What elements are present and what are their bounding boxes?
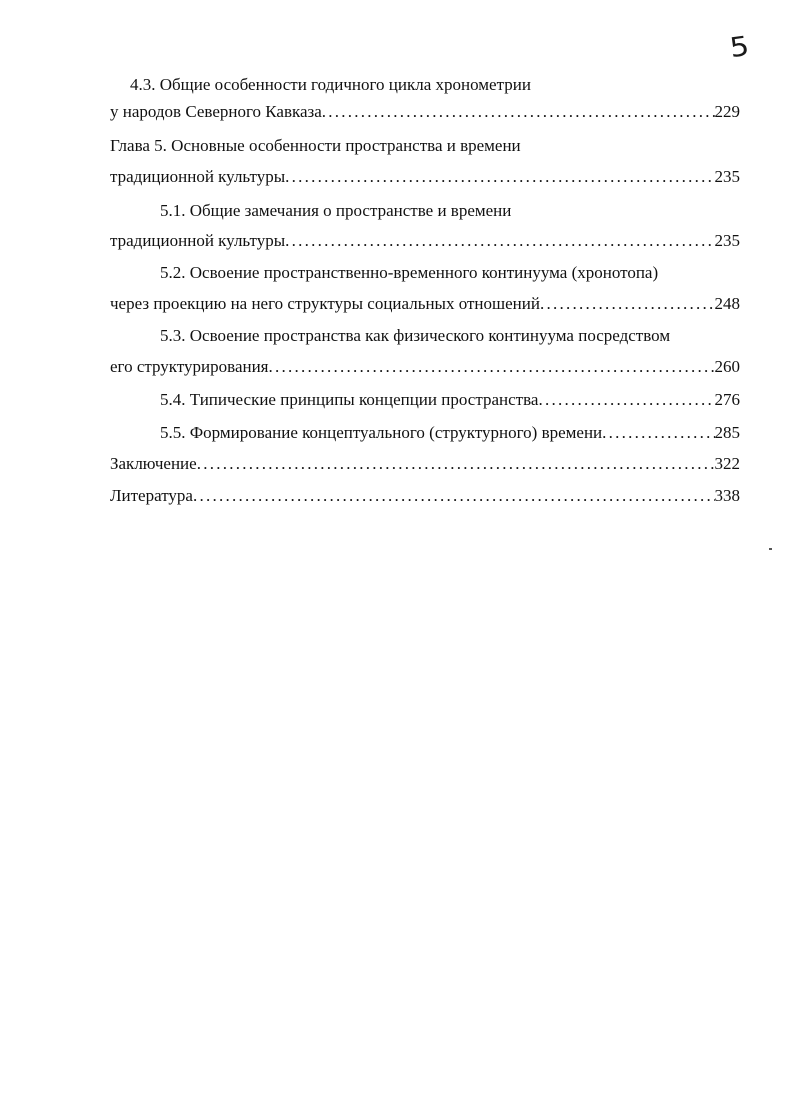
toc-label: Заключение	[110, 454, 197, 473]
dot-leader	[540, 293, 715, 315]
toc-label: традиционной культуры	[110, 167, 286, 186]
toc-entry-conclusion	[110, 453, 740, 475]
toc-page-number: 285	[714, 423, 740, 442]
scan-speck	[769, 548, 772, 550]
handwritten-page-number: 5	[727, 30, 752, 65]
dot-leader	[197, 453, 715, 475]
toc-entry-5-3	[110, 356, 740, 378]
toc-label: у народов Северного Кавказа	[110, 102, 322, 121]
toc-entry-5-1-title: 5.1. Общие замечания о пространстве и времени	[160, 201, 512, 220]
toc-entry-5-2-title: 5.2. Освоение пространственно-временного континуума (хронотопа)	[160, 263, 659, 282]
toc-entry-5-5	[160, 422, 740, 444]
toc-entry-5-3-title: 5.3. Освоение пространства как физического континуума посредством	[160, 326, 671, 345]
toc-entry-4-3	[110, 101, 740, 123]
toc-label: через проекцию на него структуры социальных отношений	[110, 294, 540, 313]
toc-entry-5-4	[160, 389, 740, 411]
toc-label: 5.5. Формирование концептуального (структурного) времени	[160, 423, 603, 442]
toc-chapter-5	[110, 166, 740, 188]
toc-label: 5.4. Типические принципы концепции пространства	[160, 390, 539, 409]
toc-entry-4-3-title: 4.3. Общие особенности годичного цикла хронометрии	[130, 75, 531, 94]
toc-entry-literature	[110, 485, 740, 507]
dot-leader	[538, 389, 714, 411]
toc-page-number: 276	[714, 390, 740, 409]
toc-label: его структурирования	[110, 357, 269, 376]
toc-entry-5-1	[110, 230, 740, 252]
dot-leader	[193, 485, 715, 507]
toc-page-number: 229	[714, 102, 740, 121]
dot-leader	[285, 230, 714, 252]
dot-leader	[322, 101, 715, 123]
toc-page-number: 235	[714, 167, 740, 186]
toc-label: традиционной культуры	[110, 231, 286, 250]
dot-leader	[285, 166, 714, 188]
toc-page-number: 248	[714, 294, 740, 313]
toc-page-number: 338	[714, 486, 740, 505]
toc-page-number: 322	[714, 454, 740, 473]
toc-page-number: 235	[714, 231, 740, 250]
toc-entry-5-2	[110, 293, 740, 315]
dot-leader	[602, 422, 714, 444]
toc-label: Литература	[110, 486, 193, 505]
dot-leader	[269, 356, 715, 378]
toc-chapter-5-title: Глава 5. Основные особенности пространства и времени	[110, 136, 521, 155]
toc-page-number: 260	[714, 357, 740, 376]
